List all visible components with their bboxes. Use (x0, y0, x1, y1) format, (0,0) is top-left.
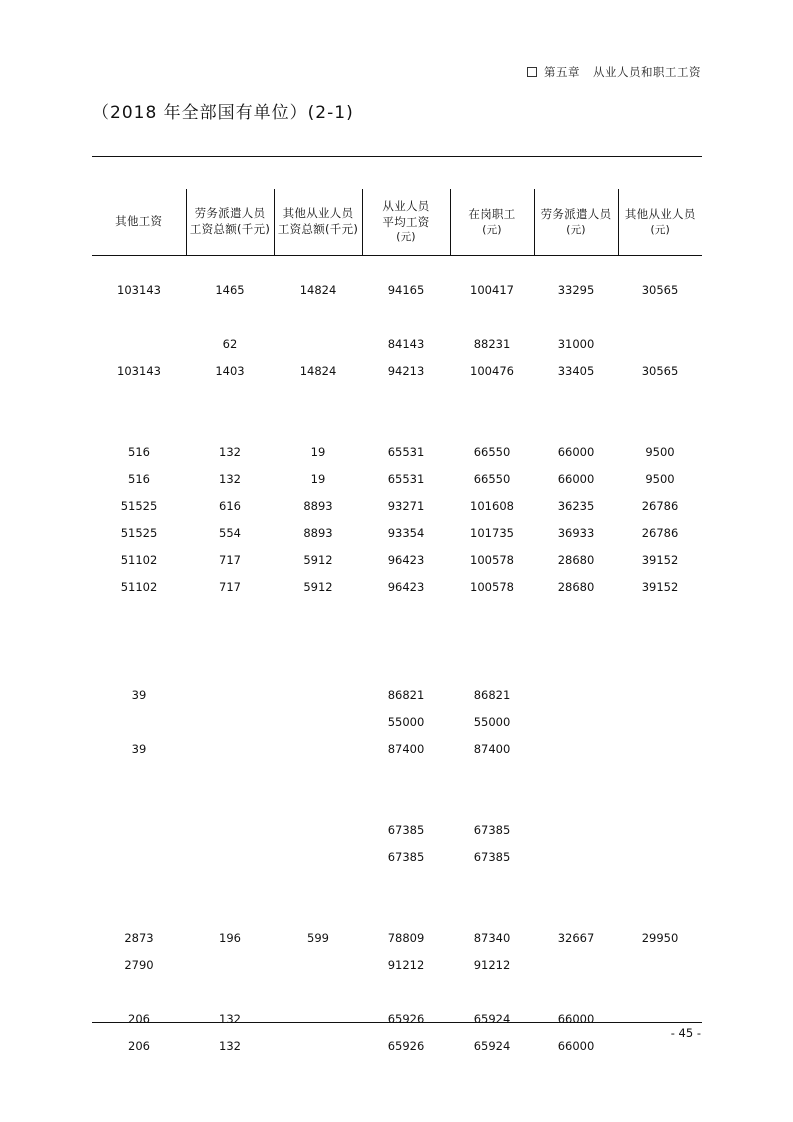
table-cell: 78809 (387, 930, 425, 945)
table-cell (450, 384, 534, 438)
table-cell: 14824 (299, 282, 337, 297)
table-cell: 66550 (473, 444, 511, 459)
table-cell: 84143 (387, 336, 425, 351)
table-cell: 39 (131, 741, 147, 756)
table-cell: 39 (131, 687, 147, 702)
table-cell: 65926 (387, 1038, 425, 1053)
table-cell: 55000 (473, 714, 511, 729)
table-cell: 717 (219, 579, 241, 594)
table-cell (618, 384, 702, 438)
table-cell (274, 708, 362, 735)
table-cell: 28680 (557, 552, 595, 567)
table-top-rule (92, 157, 702, 190)
rule-cell (274, 157, 362, 190)
table-cell: 554 (219, 525, 241, 540)
table-cell (92, 708, 186, 735)
table-cell (92, 654, 186, 681)
column-header-unit: (元) (650, 223, 671, 236)
table-cell (274, 1005, 362, 1032)
column-header-line1: 在岗职工 (468, 207, 516, 222)
table-cell: 67385 (473, 849, 511, 864)
spacer-cell (274, 256, 362, 277)
table-cell (274, 654, 362, 681)
table-cell: 88231 (473, 336, 511, 351)
column-header-line2: 工资总额(千元) (277, 222, 359, 236)
table-cell: 91212 (473, 957, 511, 972)
table-cell (534, 870, 618, 924)
column-header-line1: 劳务派遣人员 (194, 206, 266, 221)
table-cell (362, 978, 450, 1005)
spacer-cell (534, 256, 618, 277)
table-cell (186, 762, 274, 816)
table-cell (186, 384, 274, 438)
table-cell: 30565 (641, 282, 679, 297)
table-cell: 96423 (387, 552, 425, 567)
spacer-cell (186, 256, 274, 277)
table-cell (92, 600, 186, 654)
table-cell: 66000 (557, 471, 595, 486)
table-cell (450, 303, 534, 330)
table-cell: 2873 (124, 930, 154, 945)
table-cell (186, 303, 274, 330)
table-cell (274, 762, 362, 816)
spacer-cell (618, 256, 702, 277)
table-row (92, 303, 702, 330)
table-cell: 66000 (557, 1038, 595, 1053)
table-cell: 103143 (117, 363, 161, 378)
table-row (92, 708, 702, 735)
table-cell: 65531 (387, 444, 425, 459)
table-row (92, 978, 702, 1005)
column-header-other-wage (92, 189, 186, 255)
table-cell: 19 (310, 444, 326, 459)
table-cell (274, 843, 362, 870)
table-cell: 1403 (215, 363, 245, 378)
table-cell (92, 870, 186, 924)
table-cell: 87340 (473, 930, 511, 945)
table-cell (186, 600, 274, 654)
column-header-line1: 其他工资 (115, 214, 163, 229)
table-cell: 39152 (641, 579, 679, 594)
table-cell: 516 (128, 471, 150, 486)
table-cell: 14824 (299, 363, 337, 378)
table-cell: 51102 (120, 579, 158, 594)
table-cell: 100578 (470, 552, 514, 567)
table-cell (618, 816, 702, 843)
table-cell (362, 600, 450, 654)
table-cell: 94165 (387, 282, 425, 297)
table-row (92, 951, 702, 978)
spacer-cell (362, 256, 450, 277)
table-cell (618, 843, 702, 870)
table-cell: 39152 (641, 552, 679, 567)
table-row (92, 546, 702, 573)
table (92, 156, 702, 1059)
table-cell (274, 951, 362, 978)
table-cell (362, 303, 450, 330)
table-row (92, 681, 702, 708)
table-cell (534, 762, 618, 816)
table-cell (186, 816, 274, 843)
column-header-line2: 平均工资 (382, 214, 430, 229)
table-cell: 5912 (303, 552, 333, 567)
column-header-line1: 其他从业人员 (282, 206, 354, 221)
table-cell (92, 762, 186, 816)
table-cell (534, 951, 618, 978)
table-cell: 51525 (120, 498, 158, 513)
table-cell (618, 681, 702, 708)
table-cell: 206 (128, 1038, 150, 1053)
table-cell (274, 870, 362, 924)
table-cell: 65924 (473, 1011, 511, 1026)
table-cell: 28680 (557, 579, 595, 594)
table-cell (534, 303, 618, 330)
table-cell (186, 951, 274, 978)
table-cell: 132 (219, 1011, 241, 1026)
table-cell: 65531 (387, 471, 425, 486)
table-cell: 93354 (387, 525, 425, 540)
table-cell: 96423 (387, 579, 425, 594)
column-header-unit: (元) (396, 231, 416, 244)
table-cell: 19 (310, 471, 326, 486)
table-cell (534, 843, 618, 870)
table-cell: 599 (307, 930, 329, 945)
table-cell: 8893 (303, 498, 333, 513)
table-row (92, 1005, 702, 1032)
table-cell (450, 762, 534, 816)
table-cell: 616 (219, 498, 241, 513)
table-cell: 66550 (473, 471, 511, 486)
table-cell: 29950 (641, 930, 679, 945)
running-head (527, 64, 701, 80)
table-cell: 2790 (124, 957, 154, 972)
table-cell (274, 735, 362, 762)
table-cell: 67385 (387, 822, 425, 837)
column-header-dispatch-total (186, 189, 274, 255)
table-cell (450, 654, 534, 681)
table-cell: 51525 (120, 525, 158, 540)
table-cell (274, 384, 362, 438)
table-cell (186, 735, 274, 762)
table-cell (534, 978, 618, 1005)
table-cell: 67385 (473, 822, 511, 837)
spacer-cell (450, 256, 534, 277)
table-cell (92, 330, 186, 357)
statistics-table (92, 156, 702, 1059)
table-cell: 100476 (470, 363, 514, 378)
table-cell: 8893 (303, 525, 333, 540)
table-cell: 206 (128, 1011, 150, 1026)
table-cell (450, 978, 534, 1005)
table-row (92, 1032, 702, 1059)
table-cell (534, 681, 618, 708)
table-cell: 86821 (473, 687, 511, 702)
column-header-other-staff (618, 189, 702, 255)
table-cell: 93271 (387, 498, 425, 513)
rule-cell (534, 157, 618, 190)
table-cell: 101735 (470, 525, 514, 540)
table-cell (618, 330, 702, 357)
table-cell: 9500 (645, 471, 675, 486)
table-cell: 5912 (303, 579, 333, 594)
table-cell: 26786 (641, 525, 679, 540)
table-cell (534, 708, 618, 735)
table-row (92, 276, 702, 303)
table-cell (618, 600, 702, 654)
table-body (92, 276, 702, 1059)
table-row (92, 384, 702, 438)
table-cell (362, 870, 450, 924)
page-folio: - 45 - (670, 1026, 701, 1040)
table-cell (362, 654, 450, 681)
table-row (92, 519, 702, 546)
table-cell (92, 816, 186, 843)
table-cell (274, 681, 362, 708)
table-cell (618, 951, 702, 978)
table-cell (186, 681, 274, 708)
table-cell: 717 (219, 552, 241, 567)
table-cell (618, 708, 702, 735)
rule-cell (618, 157, 702, 190)
table-cell: 67385 (387, 849, 425, 864)
table-header (92, 157, 702, 277)
column-header-onpost-staff (450, 189, 534, 255)
table-cell: 87400 (473, 741, 511, 756)
column-header-unit: (元) (482, 223, 502, 236)
column-header-unit: (元) (566, 223, 586, 236)
table-cell: 103143 (117, 282, 161, 297)
table-cell (186, 708, 274, 735)
table-cell: 516 (128, 444, 150, 459)
column-header-line1: 劳务派遣人员 (540, 207, 612, 222)
table-cell (274, 330, 362, 357)
table-cell: 132 (219, 444, 241, 459)
page-title: （2018 年全部国有单位）(2-1) (92, 103, 354, 123)
table-cell (362, 762, 450, 816)
column-header-avg-wage (362, 189, 450, 255)
table-cell: 33295 (557, 282, 595, 297)
table-cell (450, 600, 534, 654)
table-cell: 1465 (215, 282, 245, 297)
table-cell (618, 762, 702, 816)
rule-cell (92, 157, 186, 190)
table-row (92, 843, 702, 870)
table-row (92, 465, 702, 492)
table-row (92, 816, 702, 843)
table-row (92, 438, 702, 465)
table-row (92, 762, 702, 816)
running-head-chapter: 第五章 (544, 65, 580, 79)
table-cell (186, 654, 274, 681)
table-cell (274, 600, 362, 654)
table-cell: 36933 (557, 525, 595, 540)
table-cell: 26786 (641, 498, 679, 513)
spacer-cell (92, 256, 186, 277)
table-header-row (92, 189, 702, 255)
table-cell: 65924 (473, 1038, 511, 1053)
column-header-line2: 工资总额(千元) (189, 222, 271, 236)
table-cell: 100417 (470, 282, 514, 297)
table-cell (534, 816, 618, 843)
table-cell (92, 843, 186, 870)
table-cell: 51102 (120, 552, 158, 567)
table-row (92, 357, 702, 384)
table-cell (92, 303, 186, 330)
table-cell (362, 384, 450, 438)
table-cell: 91212 (387, 957, 425, 972)
column-header-dispatch-staff (534, 189, 618, 255)
table-cell (274, 816, 362, 843)
running-head-section: 从业人员和职工工资 (593, 65, 701, 79)
table-cell: 62 (222, 336, 238, 351)
table-cell: 101608 (470, 498, 514, 513)
table-cell: 66000 (557, 444, 595, 459)
table-cell: 87400 (387, 741, 425, 756)
table-cell (92, 978, 186, 1005)
square-bullet-icon (527, 67, 537, 77)
table-row (92, 600, 702, 654)
table-cell (618, 303, 702, 330)
table-cell (186, 870, 274, 924)
table-cell (450, 870, 534, 924)
table-cell (92, 384, 186, 438)
table-cell (618, 735, 702, 762)
table-cell (186, 978, 274, 1005)
table-cell (274, 1032, 362, 1059)
table-cell: 94213 (387, 363, 425, 378)
table-cell: 36235 (557, 498, 595, 513)
column-header-line1: 其他从业人员 (624, 207, 696, 222)
column-header-line1: 从业人员 (382, 199, 430, 214)
table-cell (534, 384, 618, 438)
table-cell (534, 600, 618, 654)
table-cell (274, 303, 362, 330)
table-cell: 100578 (470, 579, 514, 594)
table-row (92, 573, 702, 600)
table-cell: 31000 (557, 336, 595, 351)
rule-cell (450, 157, 534, 190)
table-cell: 86821 (387, 687, 425, 702)
table-cell: 66000 (557, 1011, 595, 1026)
rule-cell (362, 157, 450, 190)
table-cell (618, 870, 702, 924)
table-cell: 30565 (641, 363, 679, 378)
table-cell (534, 654, 618, 681)
table-cell: 33405 (557, 363, 595, 378)
table-cell (186, 843, 274, 870)
table-header-spacer (92, 256, 702, 277)
table-cell (618, 654, 702, 681)
table-cell (534, 735, 618, 762)
table-row (92, 654, 702, 681)
table-bottom-rule (92, 1022, 702, 1023)
table-cell: 55000 (387, 714, 425, 729)
table-cell: 132 (219, 471, 241, 486)
table-cell (618, 978, 702, 1005)
table-cell: 132 (219, 1038, 241, 1053)
rule-cell (186, 157, 274, 190)
table-row (92, 924, 702, 951)
table-cell: 32667 (557, 930, 595, 945)
table-cell: 196 (219, 930, 241, 945)
table-row (92, 492, 702, 519)
table-row (92, 870, 702, 924)
table-row (92, 735, 702, 762)
table-cell (274, 978, 362, 1005)
column-header-other-employee-total (274, 189, 362, 255)
table-row (92, 330, 702, 357)
table-cell: 65926 (387, 1011, 425, 1026)
table-cell: 9500 (645, 444, 675, 459)
